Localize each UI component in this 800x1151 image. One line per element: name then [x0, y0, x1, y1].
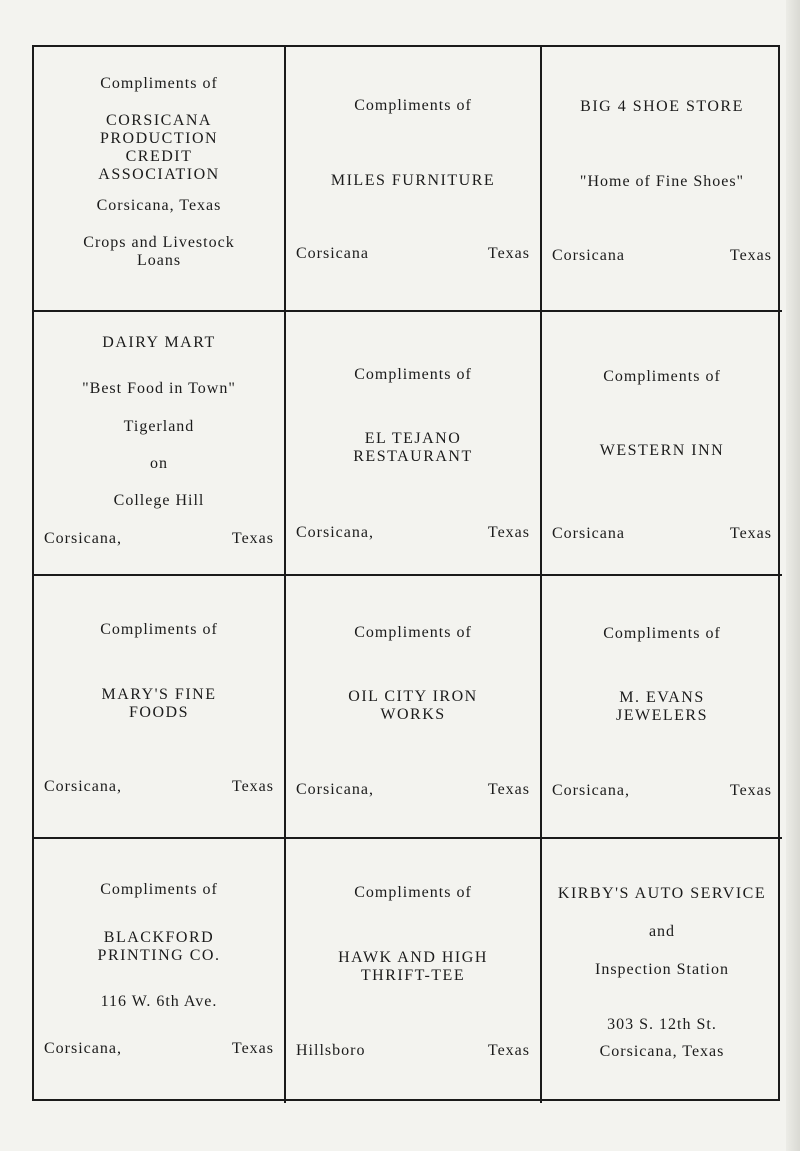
city-text: Corsicana	[296, 245, 369, 262]
tagline-text: "Home of Fine Shoes"	[579, 173, 745, 190]
city-state	[296, 245, 530, 263]
city-text: Corsicana,	[44, 1040, 122, 1057]
business-name-line: PRODUCTION	[99, 130, 219, 147]
compliments-text: Compliments of	[100, 621, 218, 638]
state-text: Texas	[231, 1040, 274, 1057]
business-name-line: PRINTING CO.	[97, 947, 221, 964]
business-name-line: HAWK AND HIGH	[338, 949, 488, 966]
detail-line: Inspection Station	[595, 961, 729, 978]
ad-oil-city-iron-works	[286, 576, 542, 839]
compliments-text: Compliments of	[354, 624, 472, 641]
ad-marys-fine-foods	[34, 576, 286, 839]
city-text: Corsicana,	[44, 778, 122, 795]
business-name-line: OIL CITY IRON	[348, 688, 478, 705]
city-state	[44, 778, 274, 796]
compliments-text: Compliments of	[603, 368, 721, 385]
state-text: Texas	[487, 524, 530, 541]
city-state	[296, 524, 530, 542]
ad-western-inn	[542, 312, 782, 576]
detail-line: College Hill	[113, 492, 205, 509]
city-state	[296, 1042, 530, 1060]
business-name-line: RESTAURANT	[353, 448, 473, 465]
compliments-text: Compliments of	[354, 366, 472, 383]
tagline-line: Loans	[136, 252, 182, 269]
compliments-text: Compliments of	[603, 625, 721, 642]
business-name-line: BLACKFORD	[103, 929, 215, 946]
business-name-line: MARY'S FINE	[101, 686, 217, 703]
state-text: Texas	[487, 1042, 530, 1059]
compliments-text: Compliments of	[354, 97, 472, 114]
business-name-line: THRIFT-TEE	[360, 967, 466, 984]
location-text: Corsicana, Texas	[599, 1043, 725, 1060]
detail-line: on	[150, 455, 168, 472]
business-name-line: EL TEJANO	[364, 430, 462, 447]
city-state	[296, 781, 530, 799]
detail-line: and	[648, 923, 676, 940]
business-name-line: WORKS	[380, 706, 446, 723]
city-text: Corsicana	[552, 525, 625, 542]
advertisement-grid	[32, 45, 780, 1101]
business-name: DAIRY MART	[102, 334, 216, 351]
state-text: Texas	[487, 781, 530, 798]
business-name-line: FOODS	[129, 704, 189, 721]
ad-m-evans-jewelers	[542, 576, 782, 839]
ad-blackford-printing	[34, 839, 286, 1103]
city-state	[552, 782, 772, 800]
tagline-line: Crops and Livestock	[83, 234, 235, 251]
city-text: Corsicana	[552, 247, 625, 264]
compliments-text: Compliments of	[354, 884, 472, 901]
state-text: Texas	[231, 530, 274, 547]
city-text: Corsicana,	[296, 781, 374, 798]
city-text: Corsicana,	[44, 530, 122, 547]
city-text: Corsicana,	[296, 524, 374, 541]
address-text: 116 W. 6th Ave.	[100, 993, 218, 1010]
city-state	[44, 1040, 274, 1058]
business-name-line: M. EVANS	[619, 689, 705, 706]
tagline-text: "Best Food in Town"	[82, 380, 236, 397]
ad-el-tejano-restaurant	[286, 312, 542, 576]
page-edge	[786, 0, 800, 1151]
compliments-text: Compliments of	[100, 881, 218, 898]
business-name-line: CORSICANA	[106, 112, 212, 129]
ad-kirbys-auto-service	[542, 839, 782, 1103]
ad-big-4-shoe-store	[542, 47, 782, 312]
ad-dairy-mart	[34, 312, 286, 576]
city-state	[44, 530, 274, 548]
city-text: Corsicana,	[552, 782, 630, 799]
ad-miles-furniture	[286, 47, 542, 312]
state-text: Texas	[729, 782, 772, 799]
state-text: Texas	[729, 247, 772, 264]
business-name-line: CREDIT	[125, 148, 193, 165]
state-text: Texas	[231, 778, 274, 795]
city-text: Hillsboro	[296, 1042, 366, 1059]
detail-line: Tigerland	[123, 418, 195, 435]
business-name-line: JEWELERS	[616, 707, 708, 724]
compliments-text: Compliments of	[100, 75, 218, 92]
location-text: Corsicana, Texas	[96, 197, 222, 214]
ad-hawk-and-high	[286, 839, 542, 1103]
business-name-line: ASSOCIATION	[98, 166, 220, 183]
business-name: WESTERN INN	[599, 442, 725, 459]
state-text: Texas	[729, 525, 772, 542]
city-state	[552, 525, 772, 543]
ad-corsicana-production-credit	[34, 47, 286, 312]
city-state	[552, 247, 772, 265]
address-text: 303 S. 12th St.	[607, 1016, 717, 1033]
business-name: KIRBY'S AUTO SERVICE	[557, 885, 767, 902]
business-name: BIG 4 SHOE STORE	[580, 98, 744, 115]
business-name: MILES FURNITURE	[330, 172, 496, 189]
state-text: Texas	[487, 245, 530, 262]
